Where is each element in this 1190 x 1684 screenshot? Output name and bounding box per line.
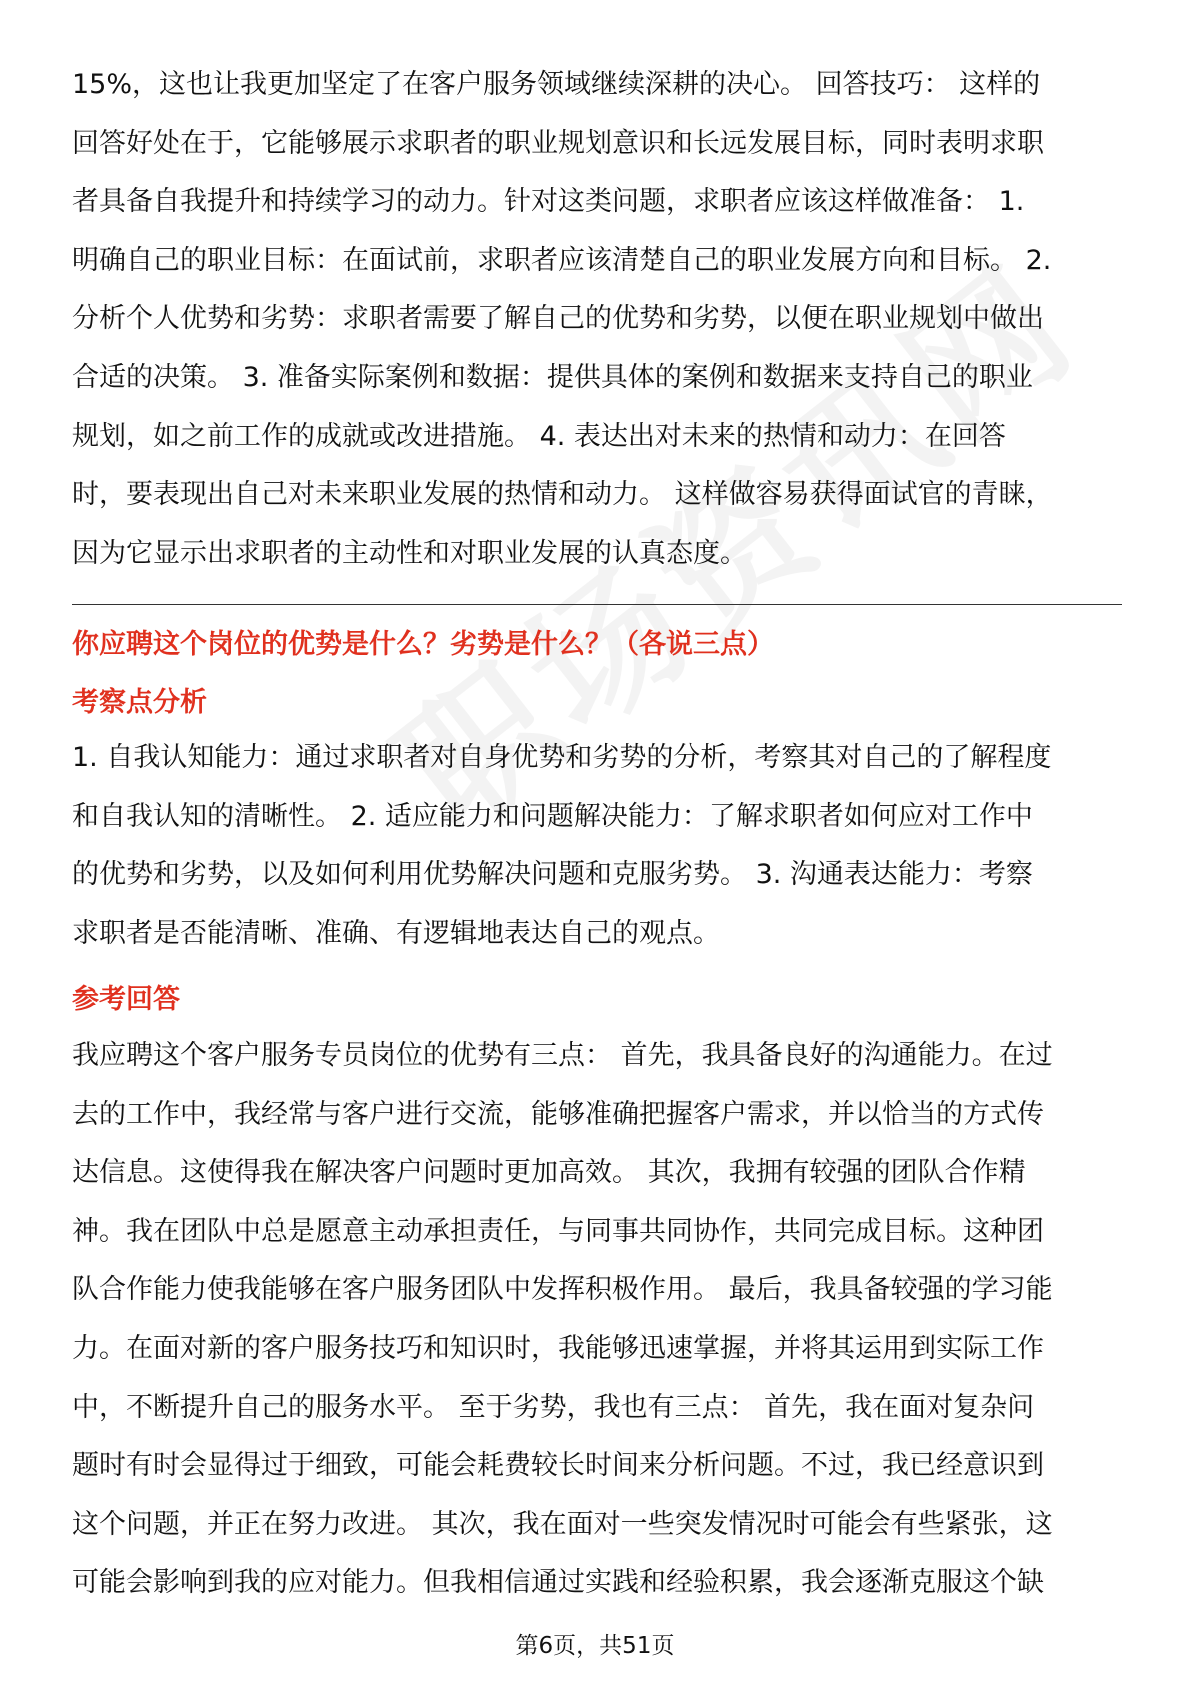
text-line: 题时有时会显得过于细致，可能会耗费较长时间来分析问题。不过，我已经意识到 <box>72 1450 1044 1482</box>
text-line: 合适的决策。 3. 准备实际案例和数据：提供具体的案例和数据来支持自己的职业 <box>72 361 1033 393</box>
text-line: 的优势和劣势，以及如何利用优势解决问题和克服劣势。 3. 沟通表达能力：考察 <box>72 859 1033 891</box>
text-line: 1. 自我认知能力：通过求职者对自身优势和劣势的分析，考察其对自己的了解程度 <box>72 742 1052 773</box>
text-line: 回答好处在于，它能够展示求职者的职业规划意识和长远发展目标，同时表明求职 <box>72 127 1044 159</box>
text-line: 队合作能力使我能够在客户服务团队中发挥积极作用。 最后，我具备较强的学习能 <box>72 1274 1053 1306</box>
text-line: 分析个人优势和劣势：求职者需要了解自己的优势和劣势，以便在职业规划中做出 <box>72 303 1044 335</box>
text-line: 和自我认知的清晰性。 2. 适应能力和问题解决能力：了解求职者如何应对工作中 <box>72 800 1033 832</box>
text-line: 者具备自我提升和持续学习的动力。针对这类问题，求职者应该这样做准备： 1. <box>72 186 1025 218</box>
question-title: 你应聘这个岗位的优势是什么？劣势是什么？（各说三点） <box>72 629 774 660</box>
analysis-heading: 考察点分析 <box>72 687 207 718</box>
text-line: 神。我在团队中总是愿意主动承担责任，与同事共同协作，共同完成目标。这种团 <box>72 1215 1044 1247</box>
answer-heading: 参考回答 <box>72 984 180 1015</box>
intro-paragraph <box>72 56 1122 583</box>
text-line: 这个问题，并正在努力改进。 其次，我在面对一些突发情况时可能会有些紧张，这 <box>72 1508 1053 1540</box>
text-line: 规划，如之前工作的成就或改进措施。 4. 表达出对未来的热情和动力：在回答 <box>72 420 1006 452</box>
section-divider <box>72 604 1122 605</box>
text-line: 去的工作中，我经常与客户进行交流，能够准确把握客户需求，并以恰当的方式传 <box>72 1098 1044 1130</box>
analysis-paragraph <box>72 729 1122 963</box>
text-line: 求职者是否能清晰、准确、有逻辑地表达自己的观点。 <box>72 917 720 949</box>
answer-paragraph <box>72 1027 1122 1613</box>
text-line: 我应聘这个客户服务专员岗位的优势有三点： 首先，我具备良好的沟通能力。在过 <box>72 1040 1053 1071</box>
text-line: 明确自己的职业目标：在面试前，求职者应该清楚自己的职业发展方向和目标。 2. <box>72 244 1052 276</box>
text-line: 中，不断提升自己的服务水平。 至于劣势，我也有三点： 首先，我在面对复杂问 <box>72 1391 1035 1423</box>
text-line: 15%，这也让我更加坚定了在客户服务领域继续深耕的决心。 回答技巧： 这样的 <box>72 69 1041 100</box>
text-line: 因为它显示出求职者的主动性和对职业发展的认真态度。 <box>72 537 747 569</box>
text-line: 可能会影响到我的应对能力。但我相信通过实践和经验积累，我会逐渐克服这个缺 <box>72 1567 1044 1599</box>
text-line: 力。在面对新的客户服务技巧和知识时，我能够迅速掌握，并将其运用到实际工作 <box>72 1332 1044 1364</box>
page-number: 第6页，共51页 <box>515 1633 675 1659</box>
text-line: 达信息。这使得我在解决客户问题时更加高效。 其次，我拥有较强的团队合作精 <box>72 1157 1026 1189</box>
text-line: 时，要表现出自己对未来职业发展的热情和动力。 这样做容易获得面试官的青睐， <box>72 479 1053 511</box>
